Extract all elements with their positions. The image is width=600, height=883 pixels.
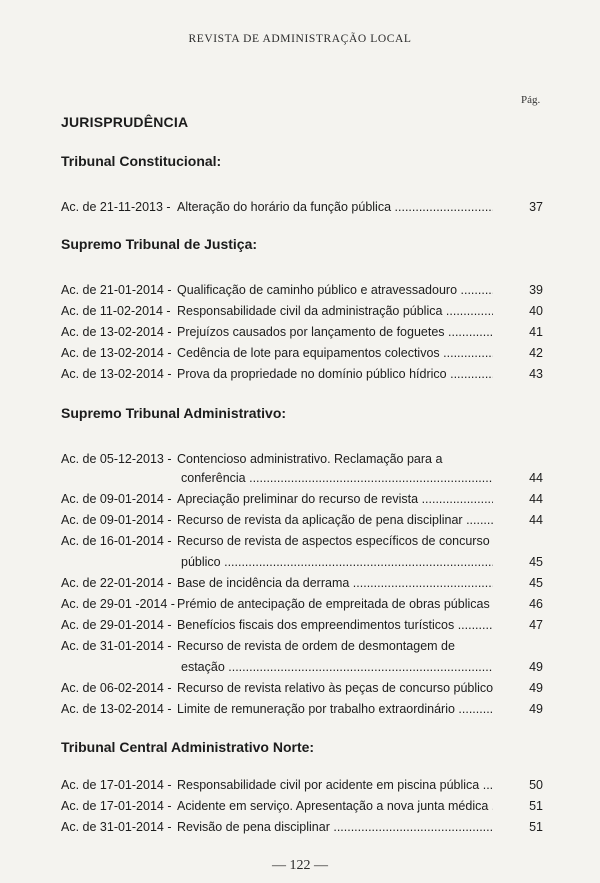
section-heading-tribunal-central-administrativo-norte: Tribunal Central Administrativo Norte: — [61, 739, 315, 755]
entry-reference: Ac. de 29-01 -2014 - — [61, 597, 175, 611]
toc-entry — [61, 699, 543, 719]
entry-page-number: 49 — [529, 681, 543, 695]
entry-reference: Ac. de 13-02-2014 - — [61, 367, 172, 381]
entry-description: Prejuízos causados por lançamento de foguetes ..... — [177, 322, 493, 342]
entry-description: Apreciação preliminar do recurso de revista ..... — [177, 489, 493, 509]
entry-page-number: 47 — [529, 618, 543, 632]
section-heading-tribunal-constitucional: Tribunal Constitucional: — [61, 153, 222, 169]
entry-description-continuation: conferência ..... — [177, 468, 493, 488]
entry-description: Acidente em serviço. Apresentação a nova junta médica ..... — [177, 796, 493, 816]
entry-reference: Ac. de 05-12-2013 - — [61, 452, 172, 466]
toc-entry — [61, 510, 543, 530]
toc-entry — [61, 364, 543, 384]
main-heading: JURISPRUDÊNCIA — [61, 114, 189, 130]
entry-description: Responsabilidade civil da administração pública ..... — [177, 301, 493, 321]
entry-description: Qualificação de caminho público e atravessadouro ..... — [177, 280, 493, 300]
entry-reference: Ac. de 11-02-2014 - — [61, 304, 171, 318]
entry-description: Recurso de revista relativo às peças de concurso público ..... — [177, 678, 493, 698]
entry-reference: Ac. de 21-01-2014 - — [61, 283, 172, 297]
toc-entry-continuation — [61, 468, 543, 488]
entry-description: Limite de remuneração por trabalho extraordinário ..... — [177, 699, 493, 719]
entry-page-number: 45 — [529, 576, 543, 590]
toc-entry — [61, 531, 543, 551]
entry-page-number: 50 — [529, 778, 543, 792]
entry-description: Contencioso administrativo. Reclamação para a — [177, 452, 443, 466]
entry-description: Alteração do horário da função pública ..... — [177, 197, 493, 217]
entry-page-number: 49 — [529, 660, 543, 674]
entry-reference: Ac. de 31-01-2014 - — [61, 820, 172, 834]
toc-entry — [61, 489, 543, 509]
entry-description-continuation: público ..... — [177, 552, 493, 572]
toc-entry — [61, 449, 543, 469]
entry-page-number: 44 — [529, 471, 543, 485]
entry-page-number: 39 — [529, 283, 543, 297]
entry-page-number: 51 — [529, 820, 543, 834]
toc-entry — [61, 636, 543, 656]
section-heading-supremo-tribunal-administrativo: Supremo Tribunal Administrativo: — [61, 405, 287, 421]
running-title: REVISTA DE ADMINISTRAÇÃO LOCAL — [188, 33, 412, 45]
toc-entry — [61, 280, 543, 300]
page-column-label: Pág. — [521, 94, 541, 106]
toc-entry-continuation — [61, 657, 543, 677]
entry-reference: Ac. de 17-01-2014 - — [61, 799, 172, 813]
entry-reference: Ac. de 09-01-2014 - — [61, 492, 172, 506]
entry-page-number: 44 — [529, 492, 543, 506]
entry-reference: Ac. de 06-02-2014 - — [61, 681, 172, 695]
toc-entry — [61, 343, 543, 363]
entry-reference: Ac. de 21-11-2013 - — [61, 200, 171, 214]
toc-entry — [61, 817, 543, 837]
entry-reference: Ac. de 16-01-2014 - — [61, 534, 172, 548]
toc-entry — [61, 796, 543, 816]
entry-description: Prémio de antecipação de empreitada de obras públicas ..... — [177, 594, 493, 614]
entry-page-number: 46 — [529, 597, 543, 611]
page-number-footer: — 122 — — [272, 858, 328, 873]
entry-reference: Ac. de 17-01-2014 - — [61, 778, 172, 792]
entry-page-number: 45 — [529, 555, 543, 569]
entry-reference: Ac. de 22-01-2014 - — [61, 576, 172, 590]
entry-description: Recurso de revista de ordem de desmontagem de — [177, 639, 455, 653]
entry-page-number: 41 — [529, 325, 543, 339]
toc-entry — [61, 678, 543, 698]
entry-reference: Ac. de 13-02-2014 - — [61, 702, 172, 716]
entry-description: Base de incidência da derrama ..... — [177, 573, 493, 593]
toc-entry — [61, 573, 543, 593]
entry-description: Recurso de revista de aspectos específicos de concurso — [177, 534, 490, 548]
entry-description: Prova da propriedade no domínio público hídrico ..... — [177, 364, 493, 384]
toc-entry — [61, 322, 543, 342]
entry-page-number: 49 — [529, 702, 543, 716]
entry-page-number: 42 — [529, 346, 543, 360]
section-heading-supremo-tribunal-justica: Supremo Tribunal de Justiça: — [61, 236, 258, 252]
entry-reference: Ac. de 13-02-2014 - — [61, 346, 172, 360]
entry-description: Responsabilidade civil por acidente em piscina pública ..... — [177, 775, 493, 795]
entry-description-continuation: estação ..... — [177, 657, 493, 677]
entry-description: Recurso de revista da aplicação de pena disciplinar ..... — [177, 510, 493, 530]
entry-description: Benefícios fiscais dos empreendimentos turísticos ..... — [177, 615, 493, 635]
entry-page-number: 40 — [529, 304, 543, 318]
entry-reference: Ac. de 29-01-2014 - — [61, 618, 172, 632]
entry-page-number: 37 — [529, 200, 543, 214]
entry-page-number: 51 — [529, 799, 543, 813]
entry-reference: Ac. de 09-01-2014 - — [61, 513, 172, 527]
toc-entry — [61, 594, 543, 614]
entry-reference: Ac. de 31-01-2014 - — [61, 639, 172, 653]
entry-reference: Ac. de 13-02-2014 - — [61, 325, 172, 339]
entry-page-number: 44 — [529, 513, 543, 527]
toc-entry-continuation — [61, 552, 543, 572]
entry-page-number: 43 — [529, 367, 543, 381]
toc-entry — [61, 775, 543, 795]
toc-entry — [61, 301, 543, 321]
entry-description: Cedência de lote para equipamentos colectivos ..... — [177, 343, 493, 363]
toc-entry — [61, 197, 543, 217]
toc-entry — [61, 615, 543, 635]
entry-description: Revisão de pena disciplinar ..... — [177, 817, 493, 837]
